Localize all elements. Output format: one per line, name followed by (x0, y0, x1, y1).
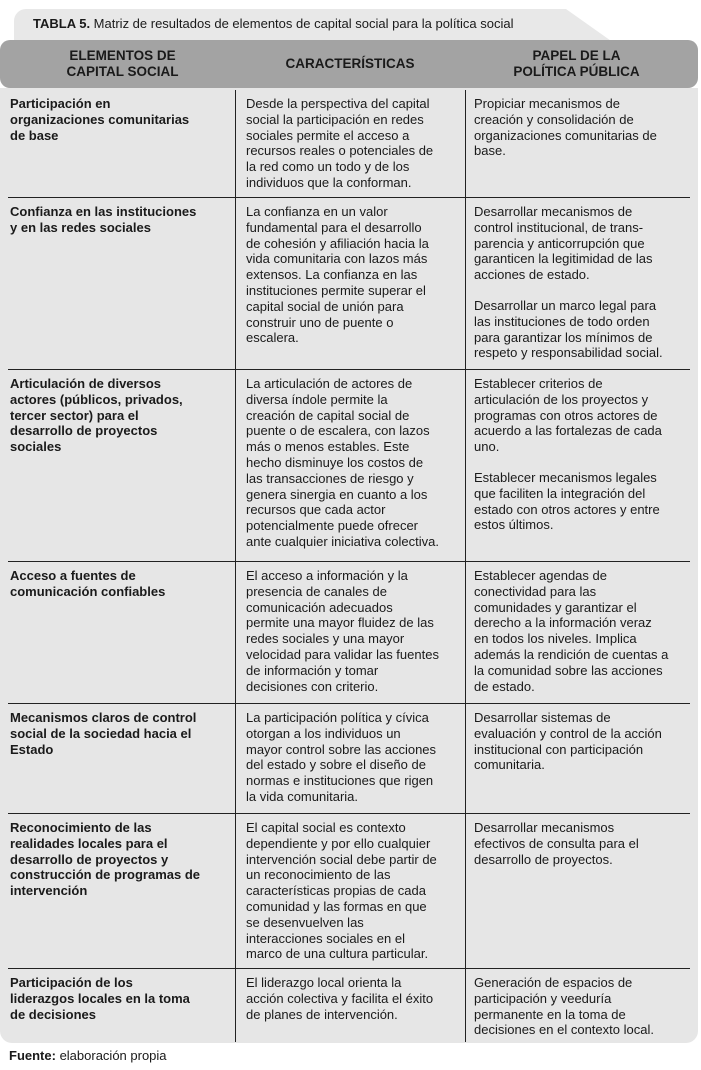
cell-line: actores (públicos, privados, (10, 391, 183, 407)
cell-line: otorgan a los individuos un (246, 725, 401, 741)
header-line: CAPITAL SOCIAL (66, 64, 179, 79)
cell-line: sociales (10, 439, 62, 455)
cell-line: mayor control sobre las acciones (246, 741, 437, 757)
cell-line: de información y tomar (246, 662, 379, 678)
cell-line: de cohesión y afiliación hacia la (246, 235, 429, 251)
cell-line: comunidades y garantizar el (474, 599, 637, 615)
cell-line: hecho disminuye los costos de (246, 454, 424, 470)
header-characteristics (245, 56, 455, 72)
header-line: CARACTERÍSTICAS (285, 56, 415, 71)
cell-line: Acceso a fuentes de (10, 568, 136, 583)
cell-line: fundamental para el desarrollo (246, 219, 422, 235)
cell-line: efectivos de consulta para el (474, 835, 639, 851)
cell-line: las transacciones de riesgo y (246, 470, 414, 486)
cell-line: normas e instituciones que rigen (246, 773, 434, 789)
cell-line: Desarrollar sistemas de (474, 710, 611, 725)
cell-line: recursos que cada actor (246, 502, 386, 518)
cell-line: Establecer criterios de (474, 376, 603, 391)
cell-line: Desarrollar un marco legal para (474, 297, 657, 313)
cell-line: programas con otros actores de (474, 407, 658, 423)
cell-line: evaluación y control de la acción (474, 725, 662, 741)
element-cell (8, 90, 235, 197)
cell-line: institucional con participación (474, 741, 644, 757)
cell-line: la comunidad sobre las acciones (474, 662, 663, 678)
cell-line: Articulación de diversos (10, 376, 161, 391)
role-cell (465, 969, 690, 1042)
cell-line: desarrollo de proyectos y (10, 851, 169, 867)
cell-line: participación y veeduría (474, 990, 612, 1006)
cell-line: velocidad para validar las fuentes (246, 646, 439, 662)
cell-line: liderazgos locales en la toma (10, 990, 190, 1006)
cell-line: sociales permite el acceso a (246, 127, 410, 143)
header-line: POLÍTICA PÚBLICA (513, 64, 640, 79)
source-note (9, 1048, 167, 1063)
cell-line: las instituciones de todo orden (474, 313, 650, 329)
table-row (8, 562, 690, 703)
cell-line: Participación en (10, 96, 111, 111)
cell-line: organizaciones comunitarias (10, 111, 190, 127)
source-text: elaboración propia (55, 1048, 167, 1063)
cell-line: creación y consolidación de (474, 111, 634, 127)
cell-line: El capital social es contexto (246, 820, 406, 835)
cell-line: comunicación adecuados (246, 599, 393, 615)
cell-line: conectividad para las (474, 583, 597, 599)
element-cell (8, 969, 235, 1042)
cell-line: del estado y sobre el diseño de (246, 757, 426, 773)
cell-line: Estado (10, 741, 54, 757)
cell-line: extensos. La confianza en las (246, 267, 418, 283)
header-public-policy-role (455, 48, 698, 80)
cell-line: Participación de los (10, 975, 133, 990)
cell-line: para garantizar los mínimos de (474, 329, 653, 345)
element-cell (8, 370, 235, 561)
table-row (8, 198, 690, 369)
cell-line: genera sinergia en cuanto a los (246, 486, 428, 502)
cell-line: más o menos estables. Este (246, 439, 410, 455)
cell-line: se desenvuelven las (246, 914, 364, 930)
cell-line: de estado. (474, 678, 535, 694)
cell-line: comunicación confiables (10, 583, 166, 599)
cell-line: marco de una cultura particular. (246, 946, 429, 962)
cell-line: en todos los niveles. Implica (474, 631, 637, 647)
cell-line: intervención social debe partir de (246, 851, 437, 867)
cell-line: además la rendición de cuentas a (474, 646, 669, 662)
cell-line: garanticen la legitimidad de las (474, 251, 653, 267)
cell-line: permanente en la toma de (474, 1006, 626, 1022)
characteristics-cell (235, 814, 465, 968)
cell-line: La articulación de actores de (246, 376, 413, 391)
cell-line: social la participación en redes (246, 111, 424, 127)
role-cell (465, 90, 690, 197)
characteristics-cell (235, 198, 465, 369)
cell-line: que faciliten la integración del (474, 485, 646, 501)
cell-line: acción colectiva y facilita el éxito (246, 990, 434, 1006)
header-line: PAPEL DE LA (532, 48, 621, 63)
cell-line: la red como un todo y de los (246, 159, 410, 175)
cell-line: Confianza en las instituciones (10, 204, 197, 219)
cell-line: Establecer mecanismos legales (474, 469, 657, 485)
cell-line: social de la sociedad hacia el (10, 725, 192, 741)
cell-line: Establecer agendas de (474, 568, 607, 583)
cell-line: base. (474, 143, 506, 159)
role-cell (465, 814, 690, 968)
cell-line: capital social de unión para (246, 298, 404, 314)
cell-line: recursos reales o potenciales de (246, 143, 434, 159)
cell-line: presencia de canales de (246, 583, 387, 599)
cell-line: redes sociales y una mayor (246, 631, 405, 647)
characteristics-cell (235, 704, 465, 813)
role-cell (465, 198, 690, 369)
cell-line: creación de capital social de (246, 407, 410, 423)
cell-line: Propiciar mecanismos de (474, 96, 620, 111)
cell-line: decisiones con criterio. (246, 678, 379, 694)
element-cell (8, 704, 235, 813)
cell-line: Generación de espacios de (474, 975, 633, 990)
header-elements (0, 48, 245, 80)
role-cell (465, 370, 690, 561)
cell-line: ante cualquier iniciativa colectiva. (246, 533, 439, 549)
cell-line: individuos que la conforman. (246, 174, 412, 190)
cell-line: Reconocimiento de las (10, 820, 152, 835)
cell-line: Mecanismos claros de control (10, 710, 197, 725)
table-row (8, 704, 690, 813)
table-header (0, 40, 698, 88)
cell-line: Desarrollar mecanismos de (474, 204, 633, 219)
cell-line: la vida comunitaria. (246, 788, 358, 804)
cell-line: parencia y anticorrupción que (474, 235, 645, 251)
cell-line: potencialmente puede ofrecer (246, 518, 419, 534)
cell-line: dependiente y por ello cualquier (246, 835, 431, 851)
cell-line: diversa índole permite la (246, 391, 388, 407)
cell-line: construcción de programas de (10, 867, 200, 883)
characteristics-cell (235, 90, 465, 197)
source-label: Fuente: (9, 1048, 56, 1063)
cell-line: decisiones en el contexto local. (474, 1022, 654, 1038)
cell-line: desarrollo de proyectos. (474, 851, 613, 867)
cell-line: Desarrollar mecanismos (474, 820, 615, 835)
cell-line: tercer sector) para el (10, 407, 139, 423)
table-row (8, 969, 690, 1042)
cell-line: de decisiones (10, 1006, 96, 1022)
cell-line: desarrollo de proyectos (10, 423, 158, 439)
cell-line: uno. (474, 439, 500, 455)
cell-line: comunitaria. (474, 757, 545, 773)
cell-line: realidades locales para el (10, 835, 168, 851)
cell-line: un reconocimiento de las (246, 867, 391, 883)
role-cell (465, 704, 690, 813)
cell-line: escalera. (246, 330, 299, 346)
cell-line: organizaciones comunitarias de (474, 127, 657, 143)
cell-line: intervención (10, 883, 88, 899)
cell-line: comunidad y las formas en que (246, 898, 427, 914)
role-cell (465, 562, 690, 703)
characteristics-cell (235, 562, 465, 703)
table-caption: Matriz de resultados de elementos de capital social para la política social (90, 16, 514, 31)
cell-line: vida comunitaria con lazos más (246, 251, 428, 267)
element-cell (8, 562, 235, 703)
cell-line: respeto y responsabilidad social. (474, 345, 663, 361)
element-cell (8, 814, 235, 968)
cell-line: y en las redes sociales (10, 219, 151, 235)
cell-line: acciones de estado. (474, 267, 590, 283)
characteristics-cell (235, 969, 465, 1042)
cell-line: El acceso a información y la (246, 568, 408, 583)
table-row (8, 90, 690, 197)
cell-line: estos últimos. (474, 517, 554, 533)
cell-line: articulación de los proyectos y (474, 391, 649, 407)
cell-line: El liderazgo local orienta la (246, 975, 402, 990)
cell-line: Desde la perspectiva del capital (246, 96, 430, 111)
cell-line: estado con otros actores y entre (474, 501, 660, 517)
table-title (33, 16, 514, 31)
cell-line: control institucional, de trans- (474, 219, 644, 235)
table-row (8, 370, 690, 561)
cell-line: de planes de intervención. (246, 1006, 398, 1022)
cell-line: permite una mayor fluidez de las (246, 615, 434, 631)
header-line: ELEMENTOS DE (69, 48, 176, 63)
cell-line: puente o de escalera, con lazos (246, 423, 430, 439)
table-number: TABLA 5. (33, 16, 91, 31)
cell-line: La confianza en un valor (246, 204, 388, 219)
cell-line: instituciones permite superar el (246, 282, 426, 298)
cell-line: acuerdo a las fortalezas de cada (474, 423, 662, 439)
element-cell (8, 198, 235, 369)
cell-line: La participación política y cívica (246, 710, 429, 725)
cell-line: interacciones sociales en el (246, 930, 405, 946)
cell-line: construir uno de puente o (246, 314, 394, 330)
table-row (8, 814, 690, 968)
cell-line: de base (10, 127, 59, 143)
characteristics-cell (235, 370, 465, 561)
cell-line: características propias de cada (246, 883, 426, 899)
cell-line: derecho a la información veraz (474, 615, 652, 631)
